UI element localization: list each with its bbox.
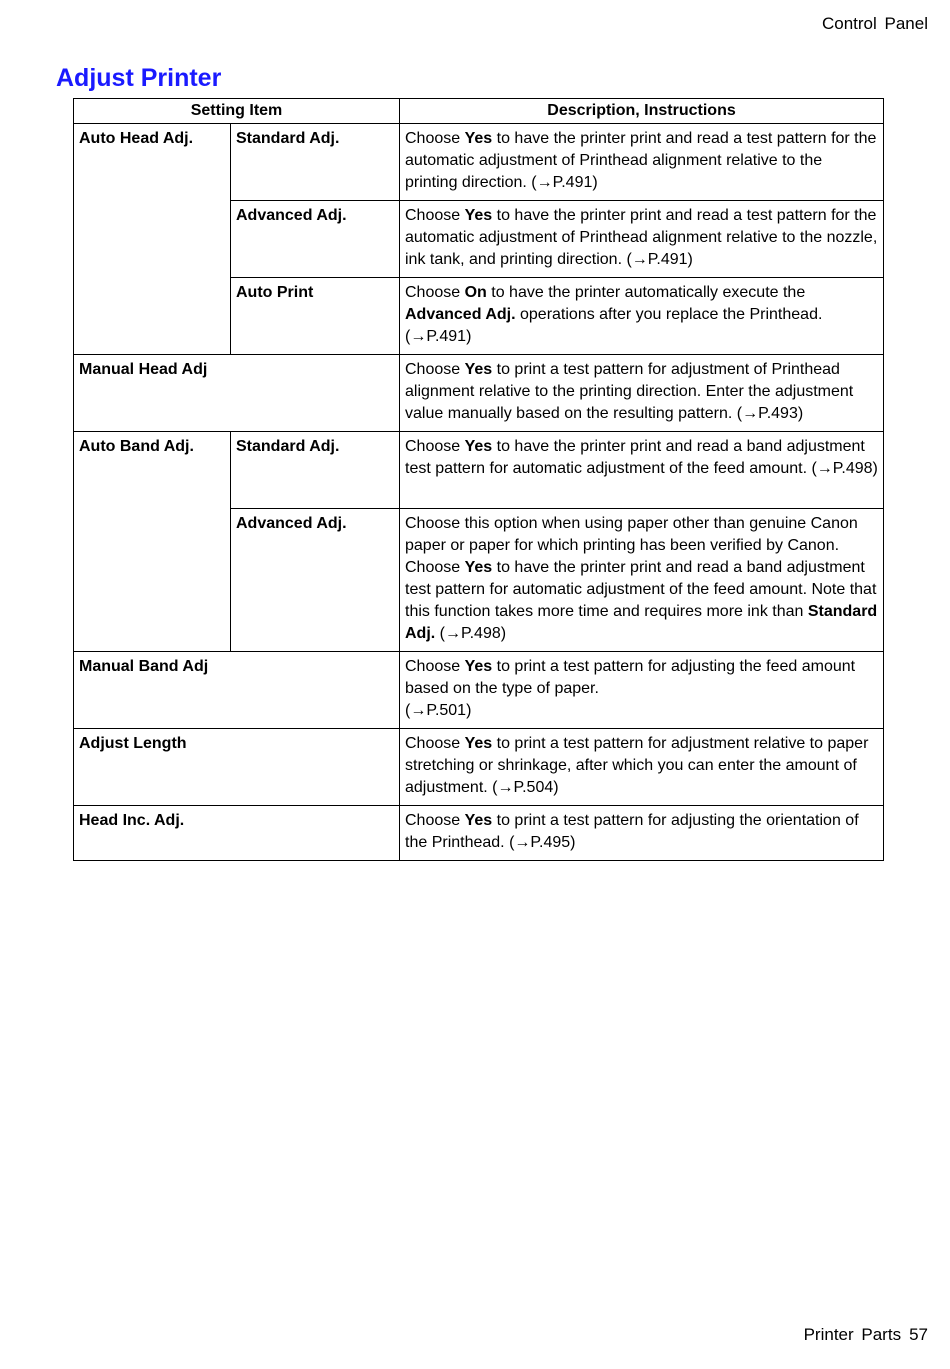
description-cell: Choose Yes to have the printer print and read a test pattern for the automatic adjustment of Printhead alignment relative to the nozzle, ink tank, and printing direction. (→P.491)	[400, 201, 884, 278]
description-cell: Choose Yes to print a test pattern for adjusting the orientation of the Printhead. (→P.495)	[400, 806, 884, 861]
settings-table	[73, 98, 884, 861]
setting-standard-adj: Standard Adj.	[231, 124, 400, 201]
description-cell: Choose Yes to print a test pattern for adjustment relative to paper stretching or shrinkage, after which you can enter the amount of adjustment. (→P.504)	[400, 729, 884, 806]
description-cell: Choose Yes to have the printer print and read a band adjustment test pattern for automatic adjustment of the feed amount. (→P.498)	[400, 432, 884, 509]
description-cell: Choose Yes to print a test pattern for adjustment of Printhead alignment relative to the printing direction. Enter the adjustment value manually based on the resulting pattern. (→P.493)	[400, 355, 884, 432]
table-row	[74, 729, 884, 806]
table-row	[74, 355, 884, 432]
setting-manual-band-adj: Manual Band Adj	[74, 652, 400, 729]
table-row	[74, 806, 884, 861]
table-row	[74, 124, 884, 201]
footer-section: Printer Parts	[803, 1325, 902, 1344]
setting-advanced-adj: Advanced Adj.	[231, 201, 400, 278]
setting-adjust-length: Adjust Length	[74, 729, 400, 806]
setting-head-inc-adj: Head Inc. Adj.	[74, 806, 400, 861]
page-number: 57	[909, 1325, 928, 1344]
setting-auto-print: Auto Print	[231, 278, 400, 355]
table-row	[74, 432, 884, 509]
description-cell: Choose this option when using paper other than genuine Canon paper or paper for which printing has been verified by Canon. Choose Yes to have the printer print and read a band adjustment test pattern for automatic adjustment of the feed amount. Note that this function takes more time and requires more ink than Standard Adj. (→P.498)	[400, 509, 884, 652]
column-header-description: Description, Instructions	[400, 99, 884, 124]
description-cell: Choose Yes to have the printer print and read a test pattern for the automatic adjustment of Printhead alignment relative to the printing direction. (→P.491)	[400, 124, 884, 201]
setting-advanced-adj: Advanced Adj.	[231, 509, 400, 652]
page-footer	[804, 1325, 928, 1345]
setting-auto-band-adj: Auto Band Adj.	[74, 432, 231, 652]
table-row	[74, 652, 884, 729]
running-header: Control Panel	[821, 14, 928, 33]
setting-standard-adj: Standard Adj.	[231, 432, 400, 509]
description-cell: Choose Yes to print a test pattern for adjusting the feed amount based on the type of paper. (→P.501)	[400, 652, 884, 729]
description-cell: Choose On to have the printer automatically execute the Advanced Adj. operations after you replace the Printhead. (→P.491)	[400, 278, 884, 355]
table-header-row	[74, 99, 884, 124]
setting-manual-head-adj: Manual Head Adj	[74, 355, 400, 432]
column-header-setting-item: Setting Item	[74, 99, 400, 124]
page-title: Adjust Printer	[56, 64, 222, 92]
setting-auto-head-adj: Auto Head Adj.	[74, 124, 231, 355]
